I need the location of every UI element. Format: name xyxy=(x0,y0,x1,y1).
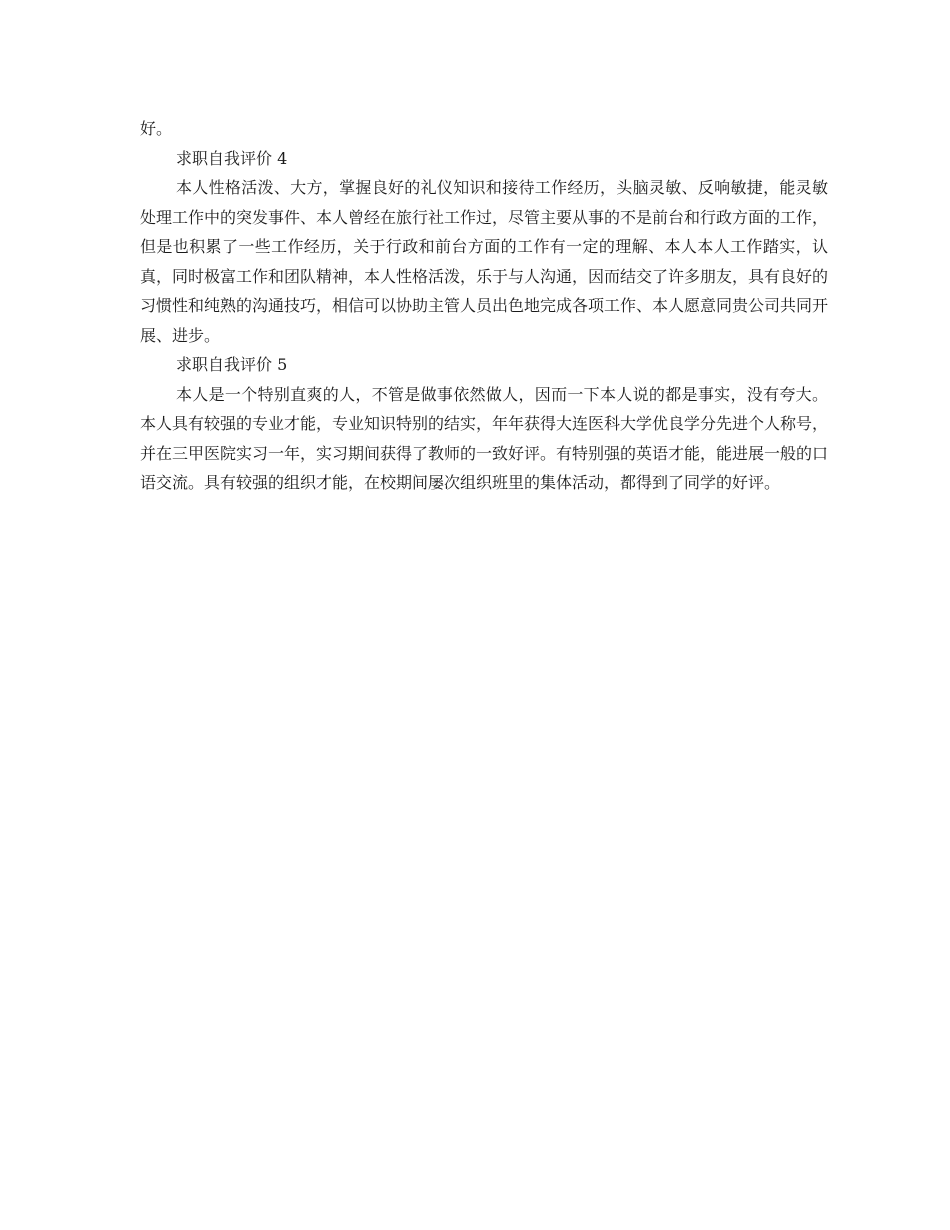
section-body-4: 本人性格活泼、大方，掌握良好的礼仪知识和接待工作经历，头脑灵敏、反响敏捷，能灵敏处理工作中的突发事件、本人曾经在旅行社工作过，尽管主要从事的不是前台和行政方面的工作，但是也积累了一些工作经历，关于行政和前台方面的工作有一定的理解、本人本人工作踏实，认真，同时极富工作和团队精神，本人性格活泼，乐于与人沟通，因而结交了许多朋友，具有良好的习惯性和纯熟的沟通技巧，相信可以协助主管人员出色地完成各项工作、本人愿意同贵公司共同开展、进步。 xyxy=(140,178,829,345)
section-heading-4: 求职自我评价 4 xyxy=(176,148,288,168)
document-body xyxy=(140,114,828,498)
paragraph-continuation: 好。 xyxy=(140,119,173,138)
section-body-5: 本人是一个特别直爽的人，不管是做事依然做人，因而一下本人说的都是事实，没有夸大。本人具有较强的专业才能，专业知识特别的结实，年年获得大连医科大学优良学分先进个人称号，并在三甲医院实习一年，实习期间获得了教师的一致好评。有特别强的英语才能，能进展一般的口语交流。具有较强的组织才能，在校期间屡次组织班里的集体活动，都得到了同学的好评。 xyxy=(140,384,829,492)
section-heading-5: 求职自我评价 5 xyxy=(176,355,288,374)
